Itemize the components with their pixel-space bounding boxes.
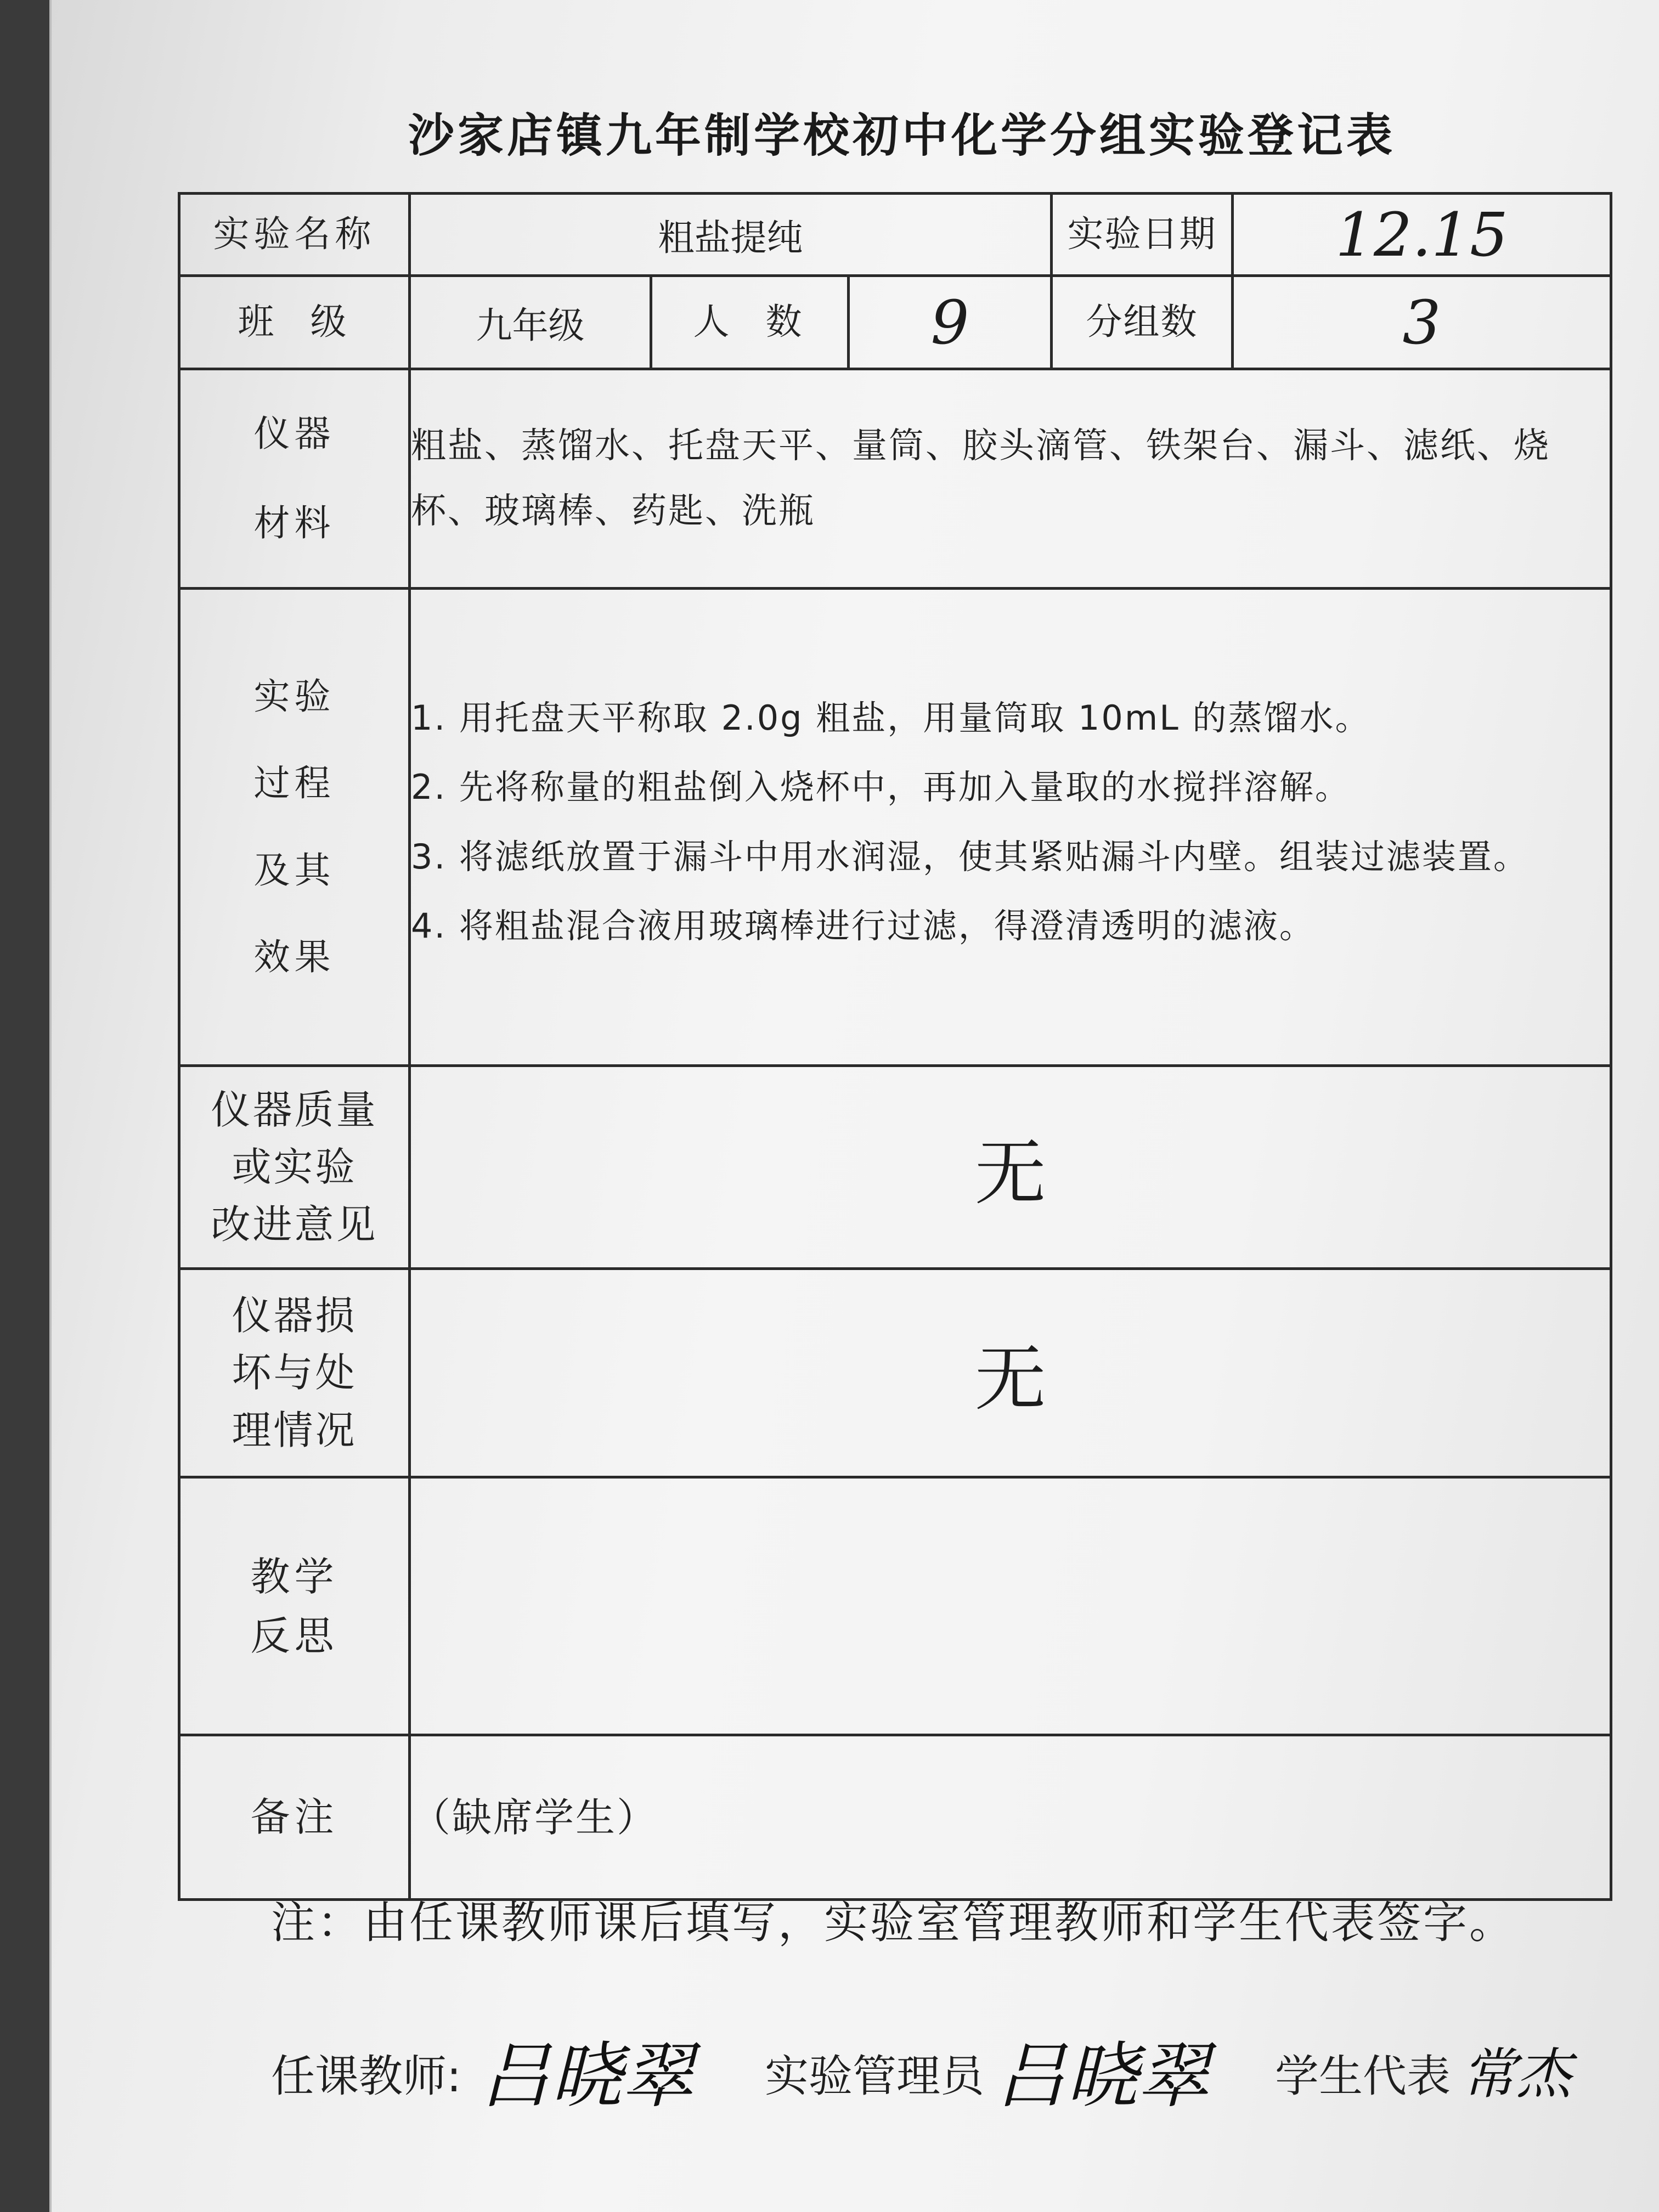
quality-value[interactable]: 无 — [410, 1066, 1611, 1269]
quality-label — [179, 1066, 410, 1269]
row-remarks — [179, 1735, 1611, 1900]
process-step: 2. 先将称量的粗盐倒入烧杯中，再加入量取的水搅拌溶解。 — [411, 767, 1351, 807]
reflection-label-line: 反思 — [250, 1612, 338, 1659]
admin-label: 实验管理员 — [765, 2051, 984, 2102]
experiment-date-value[interactable]: 12.15 — [1233, 194, 1611, 276]
row-damage — [179, 1269, 1611, 1477]
quality-label-line: 仪器质量 — [211, 1086, 378, 1133]
row-experiment-name — [179, 194, 1611, 276]
quality-label-line: 改进意见 — [211, 1201, 378, 1248]
damage-label-line: 仪器损 — [232, 1292, 357, 1339]
student-rep-signature: 常杰 — [1462, 2042, 1571, 2106]
process-step: 3. 将滤纸放置于漏斗中用水润湿，使其紧贴漏斗内壁。组装过滤装置。 — [411, 836, 1529, 877]
process-label-line: 及其 — [253, 849, 335, 891]
teacher-signature: 吕晓翠 — [479, 2034, 694, 2118]
row-process — [179, 589, 1611, 1066]
admin-signature: 吕晓翠 — [995, 2034, 1210, 2118]
student-rep-label: 学生代表 — [1275, 2051, 1451, 2102]
experiment-name-value[interactable]: 粗盐提纯 — [410, 194, 1052, 276]
remarks-label: 备注 — [179, 1735, 410, 1900]
materials-label-line1: 仪器 — [253, 413, 335, 455]
row-class-info — [179, 276, 1611, 369]
experiment-name-label: 实验名称 — [179, 194, 410, 276]
reflection-value[interactable] — [410, 1477, 1611, 1735]
registration-table — [178, 192, 1612, 1901]
class-value[interactable]: 九年级 — [410, 276, 651, 369]
process-step: 1. 用托盘天平称取 2.0g 粗盐，用量筒取 10mL 的蒸馏水。 — [411, 697, 1371, 738]
process-steps[interactable] — [410, 589, 1611, 1066]
damage-label-line: 坏与处 — [232, 1350, 357, 1396]
row-reflection — [179, 1477, 1611, 1735]
paper-sheet — [49, 0, 1659, 2212]
row-materials — [179, 369, 1611, 589]
materials-value[interactable]: 粗盐、蒸馏水、托盘天平、量筒、胶头滴管、铁架台、漏斗、滤纸、烧杯、玻璃棒、药匙、洗瓶 — [410, 369, 1611, 589]
teacher-label: 任课教师: — [271, 2051, 461, 2102]
signature-row — [271, 2019, 1588, 2129]
groups-value[interactable]: 3 — [1233, 276, 1611, 369]
page-title: 沙家店镇九年制学校初中化学分组实验登记表 — [408, 109, 1396, 162]
footer-note: 注：由任课教师课后填写，实验室管理教师和学生代表签字。 — [271, 1897, 1515, 1948]
materials-label-line2: 材料 — [253, 501, 335, 544]
materials-label — [179, 369, 410, 589]
process-label-line: 效果 — [253, 935, 335, 978]
people-value[interactable]: 9 — [849, 276, 1052, 369]
people-label: 人 数 — [651, 276, 849, 369]
damage-label — [179, 1269, 410, 1477]
damage-value[interactable]: 无 — [410, 1269, 1611, 1477]
reflection-label — [179, 1477, 410, 1735]
class-label: 班 级 — [179, 276, 410, 369]
reflection-label-line: 教学 — [250, 1553, 338, 1600]
process-label — [179, 589, 410, 1066]
remarks-value[interactable]: （缺席学生） — [410, 1735, 1611, 1900]
row-quality — [179, 1066, 1611, 1269]
experiment-date-label: 实验日期 — [1052, 194, 1233, 276]
groups-label: 分组数 — [1052, 276, 1233, 369]
process-label-line: 实验 — [253, 675, 335, 718]
damage-label-line: 理情况 — [232, 1407, 357, 1453]
quality-label-line: 或实验 — [232, 1144, 357, 1190]
process-label-line: 过程 — [253, 762, 335, 805]
process-step: 4. 将粗盐混合液用玻璃棒进行过滤，得澄清透明的滤液。 — [411, 906, 1315, 946]
